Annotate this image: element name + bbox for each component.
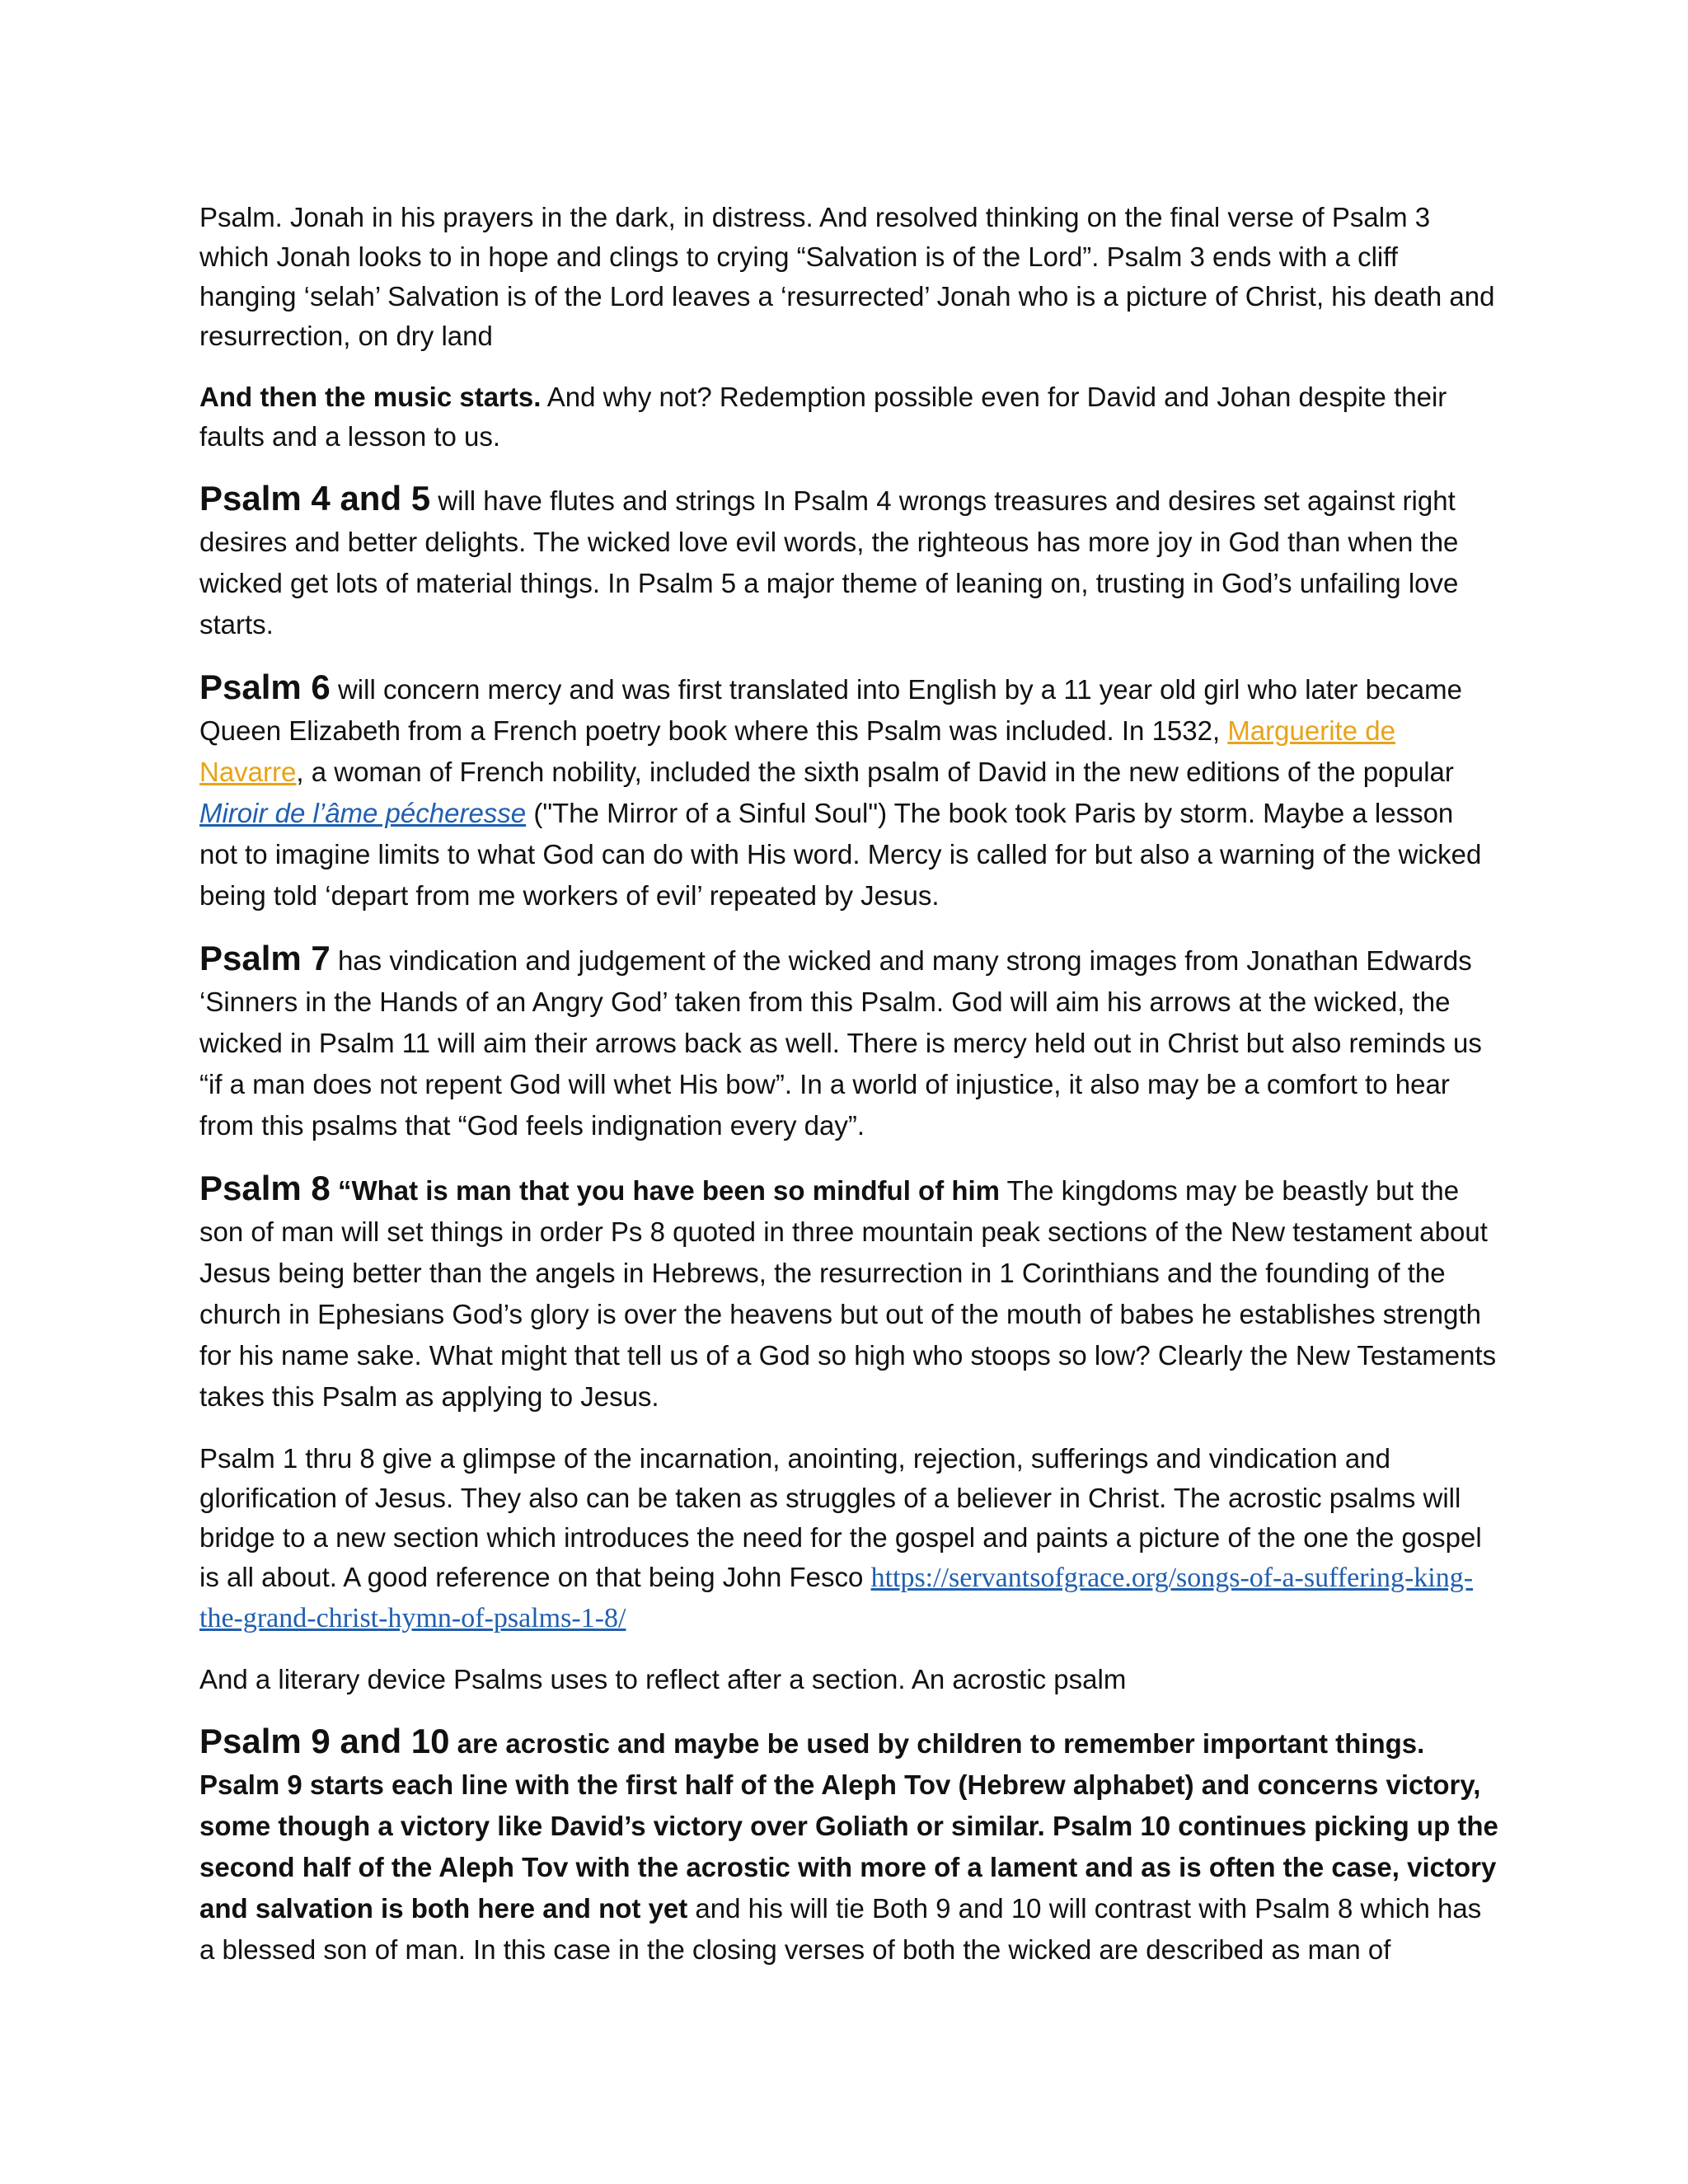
fesco-reference-link[interactable]: https://servantsofgrace.org/songs-of-a-suffering-king-the-grand-christ-hymn-of-psalms-1-8/: [199, 1563, 1474, 1633]
psalm-9-10-text: and his will tie Both 9 and 10 will contrast with Psalm 8 which has a blessed son of man. In this case in the closing verses of both the wicked are described as man of: [199, 1893, 1482, 1965]
psalm-6-text-2: , a woman of French nobility, included the sixth psalm of David in the new editions of the popular: [296, 757, 1454, 787]
psalm-8-bold-quote: “What is man that you have been so mindful of him: [330, 1175, 1001, 1206]
document-page: [199, 198, 1498, 1992]
heading-psalm-4-5: Psalm 4 and 5: [199, 479, 431, 518]
marguerite-link[interactable]: Marguerite de Navarre: [199, 715, 1395, 787]
psalm-6-text-1: will concern mercy and was first translated into English by a 11 year old girl who later became Queen Elizabeth from a French poetry book where this Psalm was included. In 1532,: [199, 674, 1462, 746]
heading-psalm-8: Psalm 8: [199, 1169, 331, 1207]
paragraph-literary-device: [199, 1660, 1498, 1699]
heading-psalm-9-10: Psalm 9 and 10: [199, 1722, 450, 1760]
psalm-7-text: has vindication and judgement of the wicked and many strong images from Jonathan Edwards ‘Sinners in the Hands of an Angry God’ taken from this Psalm. God will aim his arrows at the wicked, the wicked in Psalm 11 will aim their arrows back as well. There is mercy held out in Christ but also reminds us “if a man does not repent God will whet His bow”. In a world of injustice, it also may be a comfort to hear from this psalms that “God feels indignation every day”.: [199, 945, 1482, 1141]
psalm-9-10-bold-text: are acrostic and maybe be used by children to remember important things. Psalm 9 starts each line with the first half of the Aleph Tov (Hebrew alphabet) and concerns victory, some though a victory like David’s victory over Goliath or similar. Psalm 10 continues picking up the second half of the Aleph Tov with the acrostic with more of a lament and as is often the case, victory and salvation is both here and not yet: [199, 1728, 1498, 1924]
music-text: And why not? Redemption possible even for David and Johan despite their faults and a lesson to us.: [199, 382, 1447, 452]
heading-psalm-7: Psalm 7: [199, 939, 331, 977]
psalm-8-text: The kingdoms may be beastly but the son of man will set things in order Ps 8 quoted in three mountain peak sections of the New testament about Jesus being better than the angels in Hebrews, the resurrection in 1 Corinthians and the founding of the church in Ephesians God’s glory is over the heavens but out of the mouth of babes he establishes strength for his name sake. What might that tell us of a God so high who stoops so low? Clearly the New Testaments takes this Psalm as applying to Jesus.: [199, 1175, 1497, 1412]
psalm-4-5-text: will have flutes and strings In Psalm 4 wrongs treasures and desires set against right desires and better delights. The wicked love evil words, the righteous has more joy in God than when the wicked get lots of material things. In Psalm 5 a major theme of leaning on, trusting in God’s unfailing love starts.: [199, 485, 1459, 640]
music-bold-lead: And then the music starts.: [199, 382, 542, 412]
psalm-6-text-3: ("The Mirror of a Sinful Soul") The book took Paris by storm. Maybe a lesson not to imagine limits to what God can do with His word. Mercy is called for but also a warning of the wicked being told ‘depart from me workers of evil’ repeated by Jesus.: [199, 798, 1482, 911]
paragraph-music: [199, 377, 1498, 457]
paragraph-psalm-7: [199, 938, 1498, 1146]
paragraph-psalm-6: [199, 667, 1498, 916]
literary-device-text: And a literary device Psalms uses to reflect after a section. An acrostic psalm: [199, 1664, 1127, 1694]
miroir-link[interactable]: Miroir de l’âme pécheresse: [199, 798, 527, 828]
psalms-1-8-text: Psalm 1 thru 8 give a glimpse of the incarnation, anointing, rejection, sufferings and vindication and glorification of Jesus. They also can be taken as struggles of a believer in Christ. The acrostic psalms will bridge to a new section which introduces the need for the gospel and paints a picture of the one the gospel is all about. A good reference on that being John Fesco: [199, 1443, 1482, 1592]
paragraph-psalm-4-5: [199, 478, 1498, 645]
heading-psalm-6: Psalm 6: [199, 668, 331, 706]
paragraph-jonah-text: Psalm. Jonah in his prayers in the dark, in distress. And resolved thinking on the final verse of Psalm 3 which Jonah looks to in hope and clings to crying “Salvation is of the Lord”. Psalm 3 ends with a cliff hanging ‘selah’ Salvation is of the Lord leaves a ‘resurrected’ Jonah who is a picture of Christ, his death and resurrection, on dry land: [199, 202, 1495, 351]
paragraph-jonah: [199, 198, 1498, 356]
paragraph-psalm-9-10: [199, 1721, 1498, 1971]
paragraph-psalms-1-8: [199, 1439, 1498, 1638]
paragraph-psalm-8: [199, 1168, 1498, 1418]
